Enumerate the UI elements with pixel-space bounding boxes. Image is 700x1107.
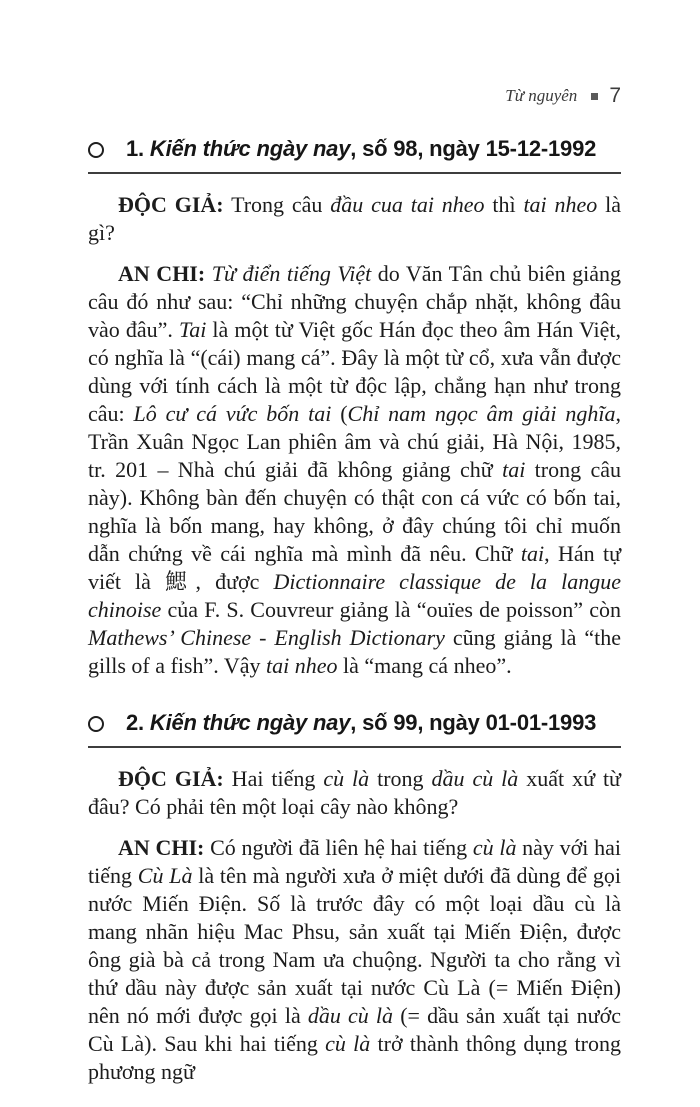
heading-rest: , số 99, ngày 01-01-1993 bbox=[350, 710, 597, 735]
heading-rest: , số 98, ngày 15-12-1992 bbox=[350, 136, 597, 161]
reader-question-paragraph: ĐỘC GIẢ: Hai tiếng cù là trong dầu cù là xuất xứ từ đâu? Có phải tên một loại cây nào không? bbox=[88, 766, 621, 819]
heading-number: 2. bbox=[126, 710, 144, 735]
heading-title: Kiến thức ngày nay bbox=[149, 710, 351, 735]
section-1 bbox=[88, 133, 621, 680]
running-title: Từ nguyên bbox=[505, 86, 578, 105]
section-2-heading bbox=[88, 707, 621, 739]
heading-number: 1. bbox=[126, 136, 144, 161]
circle-bullet-icon bbox=[88, 716, 104, 732]
heading-rule bbox=[88, 172, 621, 174]
heading-rule bbox=[88, 746, 621, 748]
answer-paragraph: AN CHI: Có người đã liên hệ hai tiếng cù là này với hai tiếng Cù Là là tên mà người xưa ở miệt dưới đã dùng để gọi nước Miến Điện. Số là trước đây có một loại dầu cù là mang nhãn hiệu Mac Phsu, sản xuất tại Miến Điện, được ông già bà cả trong Nam ưa chuộng. Người ta cho rằng vì thứ dầu này được sản xuất tại nước Cù Là (= Miến Điện) nên nó mới được gọi là dầu cù là (= dầu sản xuất tại nước Cù Là). Sau khi hai tiếng cù là trở thành thông dụng trong phương ngữ bbox=[88, 835, 621, 1084]
section-2 bbox=[88, 707, 621, 1086]
square-bullet-icon bbox=[591, 93, 598, 100]
running-header bbox=[88, 86, 621, 106]
section-1-heading bbox=[88, 133, 621, 165]
heading-title: Kiến thức ngày nay bbox=[149, 136, 351, 161]
answer-paragraph: AN CHI: Từ điển tiếng Việt do Văn Tân chủ biên giảng câu đó như sau: “Chỉ những chuyện chắp nhặt, không đâu vào đâu”. Tai là một từ Việt gốc Hán đọc theo âm Hán Việt, có nghĩa là “(cái) mang cá”. Đây là một từ cổ, xưa vẫn được dùng với tính cách là một từ độc lập, chẳng hạn như trong câu: Lô cư cá vức bốn tai (Chỉ nam ngọc âm giải nghĩa, Trần Xuân Ngọc Lan phiên âm và chú giải, Hà Nội, 1985, tr. 201 – Nhà chú giải đã không giảng chữ tai trong câu này). Không bàn đến chuyện có thật con cá vức có bốn tai, nghĩa là bốn mang, hay không, ở đây chúng tôi chỉ muốn dẫn chứng về cái nghĩa mà mình đã nêu. Chữ tai, Hán tự viết là 鰓, được Dictionnaire classique de la langue chinoise của F. S. Couvreur giảng là “ouïes de poisson” còn Mathews’ Chinese - English Dictionary cũng giảng là “the gills of a fish”. Vậy tai nheo là “mang cá nheo”. bbox=[88, 261, 622, 678]
circle-bullet-icon bbox=[88, 142, 104, 158]
page-number: 7 bbox=[609, 84, 621, 107]
reader-question-paragraph: ĐỘC GIẢ: Trong câu đầu cua tai nheo thì tai nheo là gì? bbox=[88, 192, 621, 245]
section-1-heading-text bbox=[126, 133, 596, 165]
section-2-heading-text bbox=[126, 707, 596, 739]
